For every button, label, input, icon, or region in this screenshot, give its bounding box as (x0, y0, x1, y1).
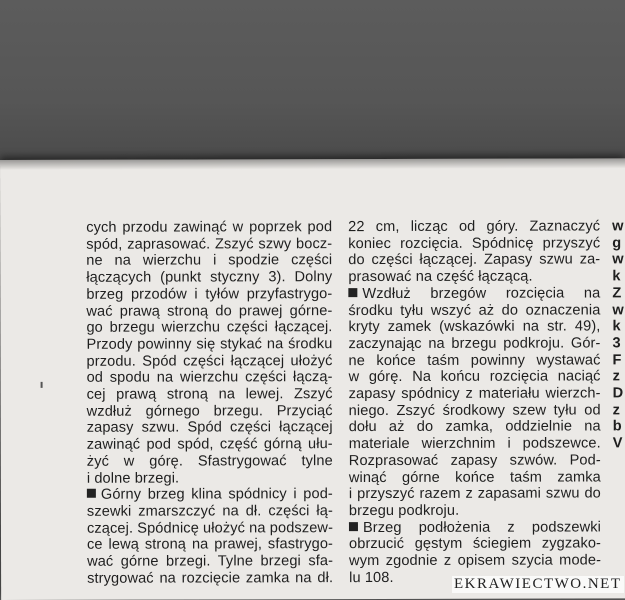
text-fragment: D (612, 385, 624, 402)
text-line: cej prawą stroną na lewej. Zszyć (86, 386, 333, 403)
text-fragment: g (612, 235, 622, 252)
text-line: szewki zmarszczyć na dł. części łą- (86, 503, 333, 520)
text-line: do części łączącej. Zapasy szwu za- (348, 251, 601, 269)
watermark: EKRAWIECTWO.NET (454, 576, 622, 592)
text-line: strygować na rozcięcie zamka na dł. (87, 569, 334, 587)
text-fragment: 3 (612, 335, 621, 352)
text-line: ne na wierzchu i spodzie części (86, 252, 333, 270)
text-line: czącej. Spódnicę ułożyć na podszew- (86, 519, 334, 537)
text-line: zaczynając na brzegu podkroju. Gór- (348, 335, 601, 353)
text-fragment: Z (612, 285, 622, 302)
text-fragment: k (612, 318, 621, 335)
paragraph-start (349, 519, 601, 536)
text-line: spód, zaprasować. Zszyć szwy bocz- (86, 235, 333, 253)
text-fragment: k (612, 268, 621, 285)
text-line: Brzeg podłożenia z podszewki (362, 519, 601, 536)
text-line: zapasy szwu. Spód części łączącej (86, 419, 333, 437)
text-line: prasować na część łączącą. (348, 268, 533, 286)
text-line: w górę. Na końcu rozcięcia naciąć (348, 368, 601, 386)
text-line: wym zgodnie z opisem szycia mode- (349, 552, 602, 570)
bullet-square-icon (349, 522, 358, 531)
text-line: cych przodu zawinąć w poprzek pod (86, 219, 333, 236)
text-line: Górny brzeg klina spódnicy i pod- (100, 486, 333, 503)
text-line: koniec rozcięcia. Spódnicę przyszyć (348, 235, 601, 252)
text-line: brzegu podkroju. (348, 502, 460, 520)
text-line: Przody powinny się stykać na środku (86, 336, 333, 353)
text-line: ne końce taśm powinny wystawać (348, 352, 601, 369)
text-line: i przyszyć razem z zapasami szwu do (348, 485, 601, 503)
text-line: żyć w górę. Sfastrygować tylne (86, 452, 333, 470)
text-line: wać prawą stroną do prawej górne- (86, 302, 333, 320)
text-fragment: z (612, 402, 621, 419)
text-line: ce lewą stroną na prawej, sfastrygo- (86, 536, 334, 554)
text-line: lu 108. (349, 569, 394, 586)
text-line: i dolne brzegi. (86, 470, 180, 487)
text-line: brzeg przodów i tyłów przyfastrygo- (86, 285, 333, 303)
paragraph-start (87, 486, 333, 503)
text-line: niego. Zszyć środkowy szew tyłu od (348, 402, 601, 419)
text-line: środku tyłu wszyć aż do oznaczenia (348, 301, 601, 319)
text-line: wać górne brzegi. Tylne brzegi sfa- (87, 553, 334, 570)
text-fragment: z (612, 368, 620, 385)
text-fragment: b (612, 418, 622, 435)
bullet-square-icon (87, 489, 96, 498)
text-column-1 (86, 219, 333, 587)
scanner-background (0, 0, 625, 168)
paragraph-start (348, 285, 600, 302)
text-line: obrzucić gęstym ściegiem zygzako- (348, 535, 602, 553)
text-line: przodu. Spód części łączącej ułożyć (86, 352, 333, 370)
text-line: zapasy spódnicy z materiału wierzch- (348, 385, 601, 403)
text-line: zawinąć pod spód, część górną ułu- (86, 436, 333, 453)
text-fragment: F (612, 351, 622, 369)
text-column-2 (348, 218, 601, 586)
text-line: łączących (punkt styczny 3). Dolny (86, 269, 333, 286)
text-fragment: w (612, 301, 624, 318)
text-line: winąć górne końce taśm zamka (348, 468, 601, 486)
text-line: od spodu na wierzchu części łączą- (86, 369, 333, 387)
text-line: go brzegu wierzchu części łączącej. (86, 319, 333, 336)
text-line: kryty zamek (wskazówki na str. 49), (348, 318, 601, 336)
bullet-square-icon (348, 288, 357, 297)
text-line: Rozprasować zapasy szwów. Pod- (348, 452, 601, 469)
text-line: dołu aż do zamka, oddzielnie na (348, 418, 601, 436)
text-line: Wzdłuż brzegów rozcięcia na (362, 285, 601, 302)
text-fragment: w (612, 251, 624, 268)
text-fragment: V (612, 435, 623, 452)
page-mark (41, 382, 43, 388)
text-column-3-cut (612, 218, 625, 452)
text-fragment: w (612, 218, 624, 235)
text-line: 22 cm, licząc od góry. Zaznaczyć (348, 218, 601, 236)
text-line: wzdłuż górnego brzegu. Przyciąć (86, 402, 333, 420)
text-line: materiale wierzchnim i podszewce. (348, 435, 601, 453)
magazine-page (0, 158, 625, 600)
